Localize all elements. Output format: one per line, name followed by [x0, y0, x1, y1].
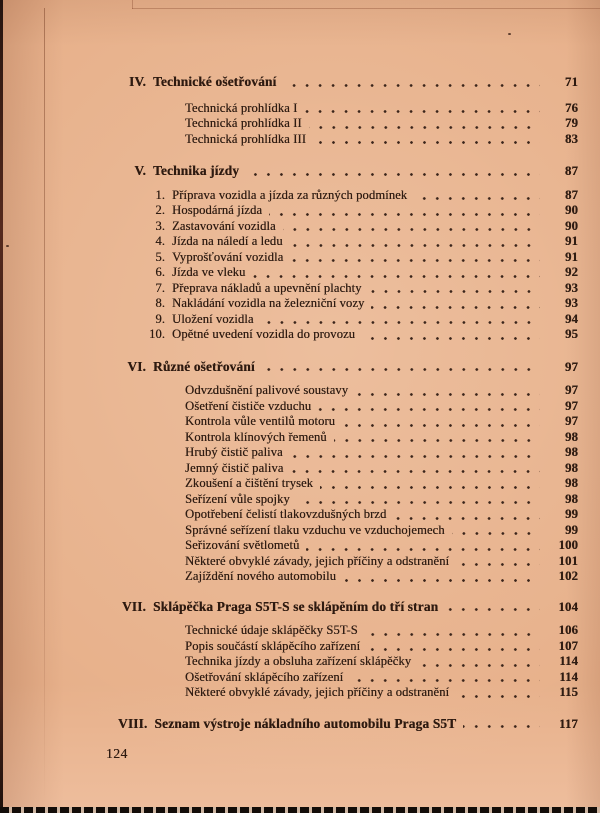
dot-leader: [283, 228, 540, 231]
toc-section-row: [118, 359, 578, 375]
page-number: 97: [565, 398, 578, 413]
toc-item-row: [118, 116, 578, 132]
item-title: Technická prohlídka III: [185, 131, 307, 146]
page-number: 98: [565, 491, 578, 506]
dot-leader: [320, 486, 540, 489]
page-number: 90: [565, 218, 578, 233]
toc-item-row: [118, 383, 578, 399]
dot-leader: [369, 290, 540, 293]
item-title: Seřízení vůle spojky: [185, 491, 290, 506]
toc-item-row: [118, 327, 578, 343]
dot-leader: [343, 579, 540, 582]
page-number: 114: [559, 669, 578, 684]
section-title: Sklápěčka Praga S5T-S se sklápěním do tří stran: [153, 598, 439, 614]
toc-item-row: [118, 654, 578, 670]
toc-item-row: [118, 203, 578, 219]
page-number: 91: [565, 249, 578, 264]
item-title: Zastavování vozidla: [172, 218, 276, 233]
page-number: 104: [558, 599, 578, 614]
item-title: Technická prohlídka I: [185, 100, 298, 115]
page-number: 93: [565, 296, 578, 310]
item-title: Opětné uvedení vozidla do provozu: [172, 327, 356, 341]
item-number: 9.: [155, 311, 165, 326]
page-number: 94: [565, 311, 578, 326]
toc-section-row: [118, 163, 578, 179]
item-title: Zajíždění nového automobilu: [185, 569, 336, 583]
item-title: Kontrola vůle ventilů motoru: [185, 414, 336, 428]
toc-item-row: [118, 234, 578, 250]
dot-leader: [283, 84, 540, 87]
page-number: 79: [565, 116, 578, 130]
page-number: 76: [565, 100, 578, 115]
item-title: Uložení vozidla: [172, 311, 254, 326]
paper-speck: [508, 33, 511, 35]
dot-leader: [371, 306, 540, 309]
page-number: 99: [565, 522, 578, 537]
section-numeral: IV.: [129, 74, 146, 89]
page-number: 101: [558, 553, 578, 568]
item-title: Technická prohlídka II: [185, 116, 302, 130]
page-number: 97: [565, 383, 578, 397]
page-number: 114: [559, 654, 578, 668]
item-title: Technické údaje sklápěčky S5T-S: [185, 623, 358, 637]
item-title: Opotřebení čelistí tlakovzdušných brzd: [185, 507, 387, 521]
toc-item-row: [118, 399, 578, 415]
page-number: 102: [558, 569, 578, 583]
dot-leader: [367, 648, 540, 651]
dot-leader: [269, 213, 540, 216]
toc-item-row: [118, 265, 578, 281]
dot-leader: [246, 173, 540, 176]
page-number: 98: [565, 476, 578, 490]
item-title: Jízda ve vleku: [172, 265, 246, 279]
page-number: 91: [565, 234, 578, 248]
dot-leader: [304, 110, 540, 113]
page-number: 90: [565, 203, 578, 217]
item-number: 5.: [155, 249, 165, 264]
dot-leader: [445, 608, 540, 611]
toc-item-row: [118, 554, 578, 570]
dot-leader: [318, 408, 540, 411]
scan-edge-strip: [0, 807, 600, 813]
toc-items-group: [118, 383, 578, 585]
section-title: Seznam výstroje nákladního automobilu Praga S5T: [154, 715, 457, 731]
item-title: Hospodárná jízda: [172, 203, 263, 217]
page-edge-line-horizontal: [132, 8, 600, 9]
page-number: 98: [565, 445, 578, 459]
page-number: 97: [565, 414, 578, 428]
dot-leader: [252, 275, 540, 278]
page-number: 95: [565, 327, 578, 341]
toc-item-row: [118, 250, 578, 266]
item-number: 1.: [155, 187, 165, 202]
toc-item-row: [118, 101, 578, 117]
item-title: Hrubý čistič paliva: [185, 445, 283, 459]
item-title: Přeprava nákladů a upevnění plachty: [172, 280, 362, 295]
page-number: 106: [558, 623, 578, 637]
page-number: 117: [559, 716, 578, 731]
scan-left-edge: [0, 0, 3, 813]
item-number: 6.: [155, 265, 165, 279]
toc-item-row: [118, 639, 578, 655]
toc-item-row: [118, 623, 578, 639]
page-number: 92: [565, 265, 578, 279]
page-number: 83: [565, 131, 578, 146]
item-title: Kontrola klínových řemenů: [185, 429, 327, 444]
page-number: 97: [564, 359, 578, 374]
page-number: 99: [565, 507, 578, 521]
dot-leader: [393, 517, 540, 520]
dot-leader: [414, 197, 540, 200]
toc-item-row: [118, 670, 578, 686]
section-title: Různé ošetřování: [153, 358, 255, 374]
section-numeral: V.: [134, 163, 146, 178]
page-number: 87: [565, 187, 578, 202]
toc-section-row: [118, 74, 578, 90]
item-number: 2.: [155, 203, 165, 217]
item-number: 7.: [155, 280, 165, 295]
page-folio: 124: [106, 746, 128, 761]
dot-leader: [456, 695, 540, 698]
item-title: Ošetřování sklápěcího zařízení: [185, 669, 344, 684]
item-title: Příprava vozidla a jízda za různých podmínek: [172, 187, 408, 202]
dot-leader: [290, 455, 540, 458]
page-number: 115: [559, 685, 578, 699]
toc-item-row: [118, 492, 578, 508]
paper-speck: [6, 245, 9, 247]
dot-leader: [261, 321, 540, 324]
dot-leader: [355, 393, 540, 396]
item-title: Seřizování světlometů: [185, 538, 300, 552]
dot-leader: [456, 563, 540, 566]
section-numeral: VII.: [121, 598, 146, 614]
item-title: Správné seřízení tlaku vzduchu ve vzduchojemech: [185, 522, 445, 537]
page-number: 98: [565, 460, 578, 475]
section-title: Technické ošetřování: [153, 74, 277, 89]
dot-leader: [306, 548, 540, 551]
table-of-contents: [118, 74, 578, 731]
toc-item-row: [118, 188, 578, 204]
toc-item-row: [118, 296, 578, 312]
page-crease: [44, 8, 45, 801]
item-number: 3.: [155, 218, 165, 233]
dot-leader: [309, 126, 540, 129]
item-title: Zkoušení a čištění trysek: [185, 476, 314, 490]
item-number: 8.: [155, 296, 165, 310]
toc-item-row: [118, 476, 578, 492]
toc-items-group: [118, 188, 578, 343]
page-number: 71: [564, 75, 578, 89]
toc-item-row: [118, 461, 578, 477]
toc-item-row: [118, 445, 578, 461]
item-number: 10.: [148, 327, 165, 341]
dot-leader: [334, 439, 540, 442]
dot-leader: [313, 141, 540, 144]
dot-leader: [365, 633, 540, 636]
item-title: Některé obvyklé závady, jejich příčiny a odstranění: [185, 685, 450, 699]
toc-item-row: [118, 507, 578, 523]
section-numeral: VIII.: [118, 715, 148, 731]
toc-item-row: [118, 281, 578, 297]
item-title: Jízda na náledí a ledu: [172, 234, 283, 248]
dot-leader: [290, 244, 540, 247]
item-title: Odvzdušnění palivové soustavy: [185, 383, 349, 397]
dot-leader: [463, 725, 540, 728]
section-numeral: VI.: [127, 358, 146, 374]
toc-item-row: [118, 132, 578, 148]
item-title: Technika jízdy a obsluha zařízení sklápěčky: [185, 654, 412, 668]
toc-item-row: [118, 414, 578, 430]
item-title: Některé obvyklé závady, jejich příčiny a odstranění: [185, 553, 450, 568]
dot-leader: [418, 664, 540, 667]
toc-section-row: [118, 599, 578, 615]
page-number: 107: [558, 638, 578, 653]
dot-leader: [452, 532, 540, 535]
item-title: Ošetření čističe vzduchu: [185, 398, 312, 413]
dot-leader: [290, 470, 540, 473]
toc-item-row: [118, 430, 578, 446]
page-number: 87: [564, 164, 578, 178]
item-number: 4.: [155, 234, 165, 248]
section-title: Technika jízdy: [153, 163, 240, 178]
item-title: Popis součástí sklápěcího zařízení: [185, 638, 361, 653]
dot-leader: [290, 259, 540, 262]
toc-section-row: [118, 716, 578, 732]
dot-leader: [342, 424, 540, 427]
page-number: 93: [565, 280, 578, 295]
toc-item-row: [118, 312, 578, 328]
page-number: 100: [558, 538, 578, 552]
dot-leader: [297, 501, 540, 504]
dot-leader: [362, 337, 540, 340]
toc-items-group: [118, 101, 578, 148]
toc-item-row: [118, 523, 578, 539]
page-edge-line-vertical: [132, 0, 133, 9]
toc-item-row: [118, 569, 578, 585]
toc-item-row: [118, 538, 578, 554]
item-title: Nakládání vozidla na železniční vozy: [172, 296, 365, 310]
page-number: 98: [565, 429, 578, 444]
dot-leader: [350, 679, 540, 682]
dot-leader: [262, 368, 540, 371]
toc-item-row: [118, 685, 578, 701]
item-title: Jemný čistič paliva: [185, 460, 284, 475]
toc-items-group: [118, 623, 578, 701]
item-title: Vyprošťování vozidla: [172, 249, 284, 264]
toc-item-row: [118, 219, 578, 235]
